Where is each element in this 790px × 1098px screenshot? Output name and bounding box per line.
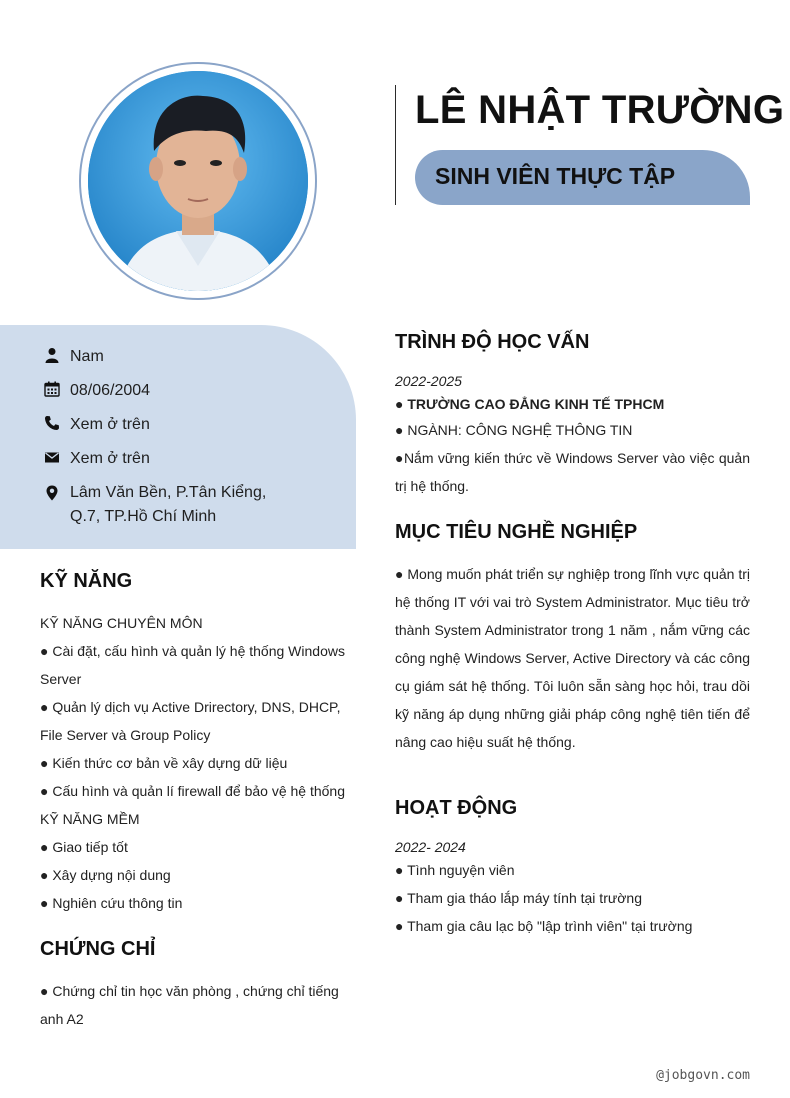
list-item: ● Kiến thức cơ bản về xây dựng dữ liệu [40,755,288,771]
location-pin-icon [44,485,60,501]
skills-heading: KỸ NĂNG [40,570,133,592]
education-school: ● TRƯỜNG CAO ĐẲNG KINH TẾ TPHCM [395,396,665,412]
activities-list [395,856,750,940]
birthdate-value: 08/06/2004 [70,382,151,399]
list-item: ● Xây dựng nội dung [40,867,171,883]
list-item: ● Giao tiếp tốt [40,839,128,855]
contact-birthdate [44,379,150,403]
person-icon [44,347,60,363]
list-item: ● Cấu hình và quản lí firewall để bảo vệ hệ thống [40,783,345,799]
contact-gender [44,345,104,369]
gender-value: Nam [70,348,104,365]
certificates-heading: CHỨNG CHỈ [40,938,156,960]
education-major: ● NGÀNH: CÔNG NGHỆ THÔNG TIN [395,422,633,438]
mail-icon [44,449,60,465]
list-item: KỸ NĂNG MỀM [40,811,140,827]
candidate-name: LÊ NHẬT TRƯỜNG [415,88,785,132]
list-item: ● Cài đặt, cấu hình và quản lý hệ thống Windows Server [40,643,345,687]
phone-value: Xem ở trên [70,416,150,433]
list-item: KỸ NĂNG CHUYÊN MÔN [40,615,203,631]
activities-heading: HOẠT ĐỘNG [395,797,518,819]
contact-email [44,447,150,471]
education-heading: TRÌNH ĐỘ HỌC VẤN [395,331,590,353]
contact-phone [44,413,150,437]
contact-address [44,483,300,529]
footer-watermark: @jobgovn.com [656,1068,750,1083]
calendar-icon [44,381,60,397]
education-detail: ●Nắm vững kiến thức về Windows Server vào việc quản trị hệ thống. [395,450,750,494]
list-item: ● Tham gia tháo lắp máy tính tại trường [395,890,642,906]
email-value: Xem ở trên [70,450,150,467]
list-item: ● Tham gia câu lạc bộ "lập trình viên" tại trường [395,918,693,934]
activities-period: 2022- 2024 [395,839,466,855]
list-item: ● Quản lý dịch vụ Active Drirectory, DNS, DHCP, File Server và Group Policy [40,699,341,743]
objective-text: ● Mong muốn phát triển sự nghiệp trong lĩnh vực quản trị hệ thống IT với vai trò System Administrator. Mục tiêu trở thành System Administrator trong 1 năm , nắm vững các công nghệ Windows Server, Active Directory và các công cụ giám sát hệ thống. Tôi luôn sẵn sàng học hỏi, trau dồi kỹ năng áp dụng những giải pháp công nghệ tiên tiến để nâng cao hiệu suất hệ thống. [395,566,750,750]
header-divider [395,85,396,205]
phone-icon [44,415,60,431]
list-item: ● Nghiên cứu thông tin [40,895,183,911]
education-period: 2022-2025 [395,373,462,389]
skills-list [40,609,358,917]
avatar-photo [88,71,308,291]
portrait-illustration [88,71,308,291]
candidate-role: SINH VIÊN THỰC TẬP [435,163,676,189]
certificates-text: ● Chứng chỉ tin học văn phòng , chứng chỉ tiếng anh A2 [40,983,339,1027]
address-value: Lâm Văn Bền, P.Tân Kiểng, Q.7, TP.Hồ Chí Minh [70,484,267,525]
list-item: ● Tình nguyện viên [395,862,515,878]
objective-heading: MỤC TIÊU NGHỀ NGHIỆP [395,521,638,543]
